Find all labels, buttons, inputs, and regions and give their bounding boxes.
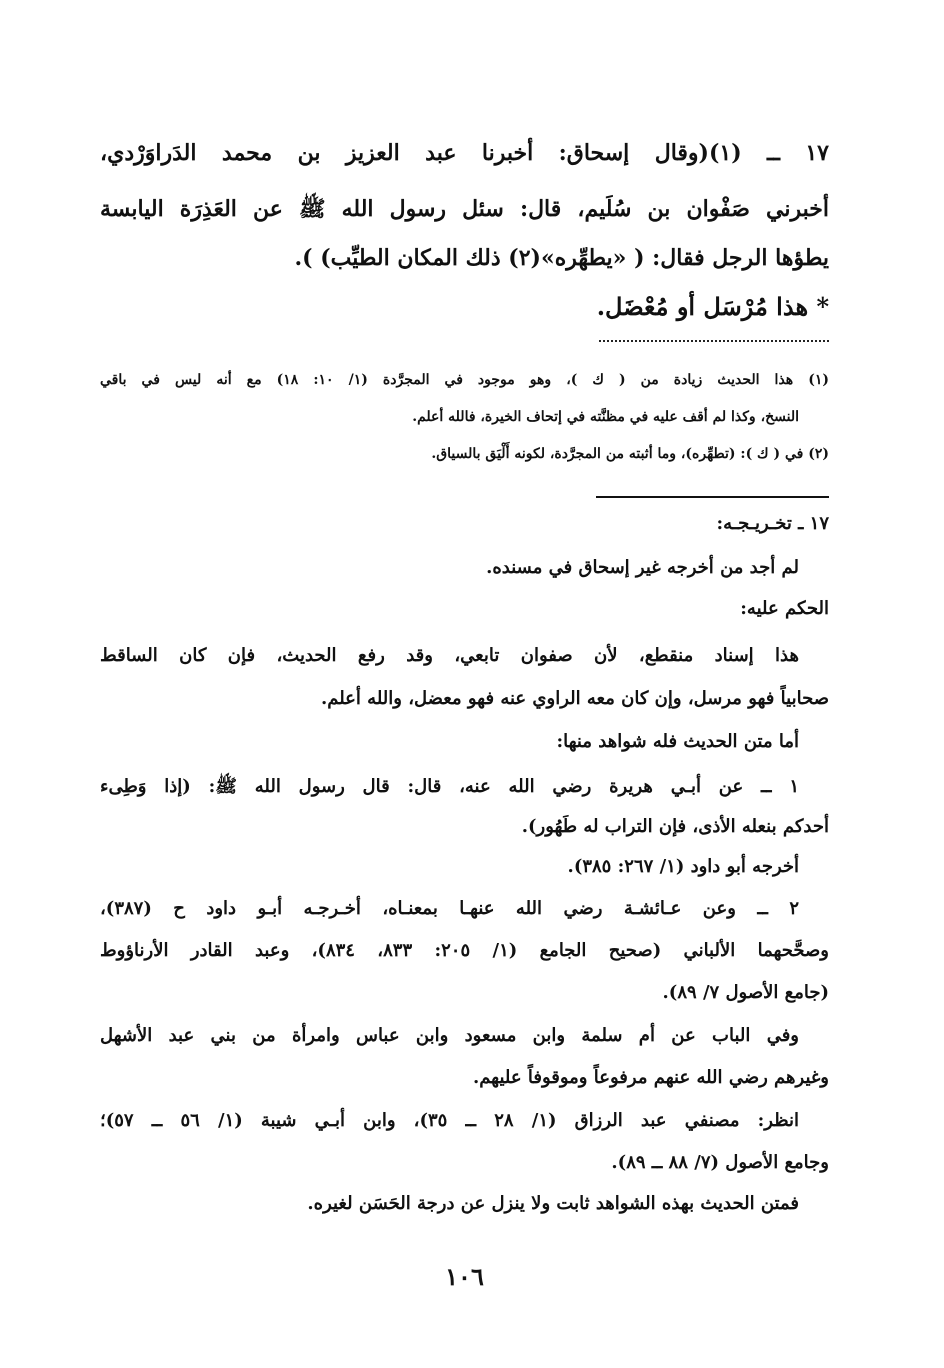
shahid-1-line-1: ١ ــ عن أبـي هريرة رضي الله عنه، قال: قال رسول الله ﷺ: (إذا وَطِىء [100,776,799,797]
page-number: ١٠٦ [445,1262,484,1291]
section-rule [596,496,829,498]
footnote-2: (٢) في ( ك ): (تطهِّره)، وما أثبته من المجرَّدة، لكونه أَلْيَق بالسياق. [431,446,829,462]
hadith-line-1: ١٧ ــ (١)(وقال إسحاق: أخبرنا عبد العزيز بن محمد الدَراوَرْدي، [100,140,829,166]
hukm-p2: أما متن الحديث فله شواهد منها: [556,731,799,752]
references-line-1: انظر: مصنفي عبد الرزاق (١/ ٢٨ ــ ٣٥)، وابن أبـي شيبة (١/ ٥٦ ــ ٥٧)؛ [100,1110,799,1131]
references-line-2: وجامع الأصول (٧/ ٨٨ ــ ٨٩). [611,1152,829,1173]
takhrij-heading: ١٧ ـ تخـريـجـه: [716,513,829,534]
hukm-p1-line-1: هذا إسناد منقطع، لأن صفوان تابعي، وقد رفع الحديث، فإن كان الساقط [100,645,799,666]
hadith-verdict: * هذا مُرْسَل أو مُعْضَل. [596,292,829,321]
book-page [100,0,829,1368]
shahid-1-ref: أخرجه أبو داود (١/ ٢٦٧: ٣٨٥). [567,856,799,877]
shahid-2-line-3: (جامع الأصول ٧/ ٨٩). [662,982,829,1003]
footnote-1-line-2: النسخ، وكذا لم أقف عليه في مظنَّته في إتحاف الخيرة، فالله أعلم. [412,409,799,425]
hukm-heading: الحكم عليه: [740,598,829,619]
bab-line-1: وفي الباب عن أم سلمة وابن مسعود وابن عباس وامرأة من بني عبد الأشهل [100,1025,799,1046]
footnote-separator [599,340,829,342]
bab-line-2: وغيرهم رضي الله عنهم مرفوعاً وموقوفاً عليهم. [472,1067,829,1088]
shahid-1-line-2: أحدكم بنعله الأذى، فإن التراب له طَهُور). [521,816,829,837]
hukm-p1-line-2: صحابياً فهو مرسل، وإن كان معه الراوي عنه فهو معضل، والله أعلم. [320,688,829,709]
hadith-line-3: يطؤها الرجل فقال: ( «يطهِّره»(٢) ذلك المكان الطيِّب) ). [294,245,829,271]
conclusion: فمتن الحديث بهذه الشواهد ثابت ولا ينزل عن درجة الحَسَن لغيره. [307,1193,799,1214]
shahid-2-line-1: ٢ ــ وعن عـائشـة رضي الله عنهـا بمعنـاه، أخـرجـه أبـو داود ح (٣٨٧)، [100,898,799,919]
footnote-1-line-1: (١) هذا الحديث زيادة من ( ك )، وهو موجود في المجرَّدة (١/ ١٠: ١٨) مع أنه ليس في باقي [100,372,829,388]
hadith-line-2: أخبرني صَفْوان بن سُلَيم، قال: سئل رسول الله ﷺ عن العَذِرَة اليابسة [100,196,829,222]
shahid-2-line-2: وصحَّحهما الألباني (صحيح الجامع (١/ ٢٠٥: ٨٣٣، ٨٣٤)، وعبد القادر الأرناؤوط [100,940,829,961]
takhrij-text: لم أجد من أخرجه غير إسحاق في مسنده. [486,557,799,578]
